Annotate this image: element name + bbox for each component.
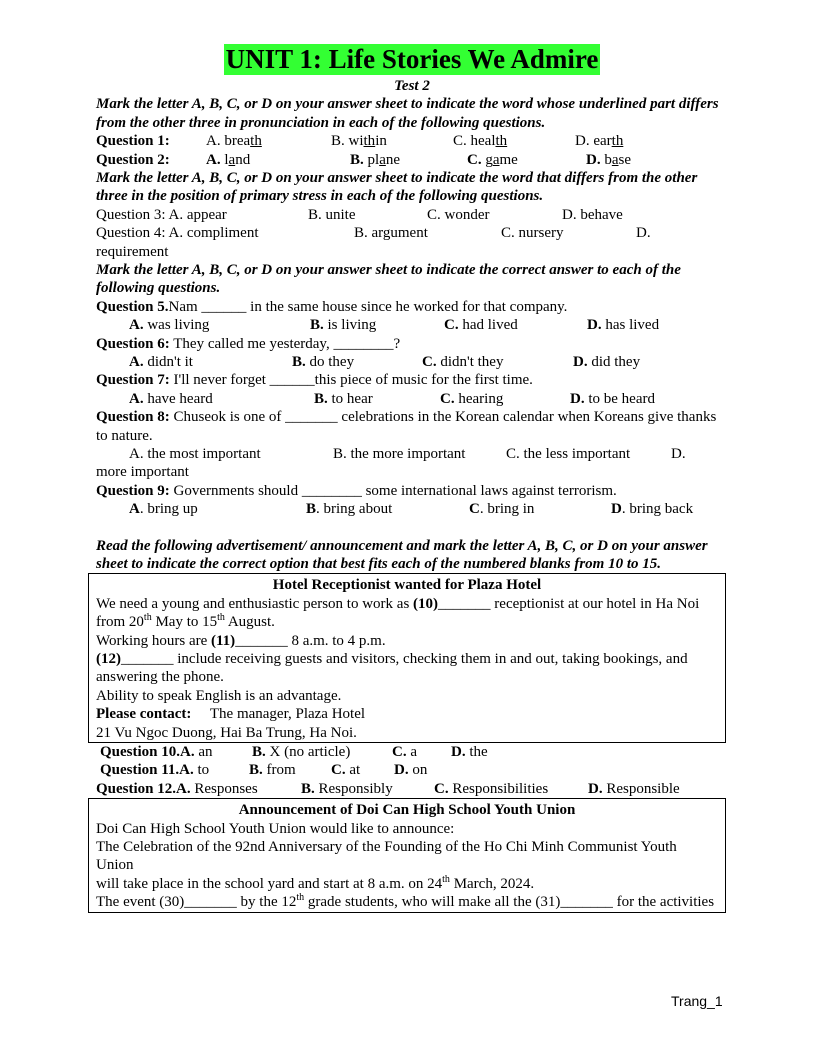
question-7: Question 7: I'll never forget ______this piece of music for the first time.: [96, 372, 533, 389]
question-3: [96, 206, 728, 224]
q5-options: [96, 316, 728, 334]
q7-option-c: C. hearing: [440, 390, 504, 407]
q12-option-d: D. Responsible: [588, 780, 680, 797]
ad-line-2: Working hours are (11)_______ 8 a.m. to 4 p.m.: [96, 632, 386, 649]
question-5: Question 5.Nam ______ in the same house since he worked for that company.: [96, 298, 568, 315]
announcement-line-1: Doi Can High School Youth Union would like to announce:: [96, 820, 455, 837]
q8-option-a: A. the most important: [129, 446, 261, 463]
question-6: Question 6: They called me yesterday, ________?: [96, 335, 401, 352]
q9-options: [96, 500, 728, 518]
q6-option-a: A. didn't it: [129, 354, 193, 371]
page-title: UNIT 1: Life Stories We Admire: [225, 44, 599, 74]
ad-line-3: (12)_______ include receiving guests and visitors, checking them in and out, taking bookings, and answering the phone.: [96, 651, 688, 686]
q11-option-b: B. from: [249, 762, 296, 779]
q9-option-b: B. bring about: [306, 501, 393, 518]
ad-line-4: Ability to speak English is an advantage.: [96, 687, 342, 704]
q10-option-d: D. the: [451, 744, 488, 761]
q5-option-c: C. had lived: [444, 317, 518, 334]
q8-option-d-text: more important: [96, 464, 189, 481]
instruction-grammar: Mark the letter A, B, C, or D on your answer sheet to indicate the correct answer to each of the following questions.: [96, 262, 681, 297]
q12-option-c: C. Responsibilities: [434, 780, 549, 797]
q5-option-b: B. is living: [310, 317, 377, 334]
q9-option-d: D. bring back: [611, 501, 694, 518]
q6-options: [96, 353, 728, 371]
q3-option-d: D. behave: [562, 206, 623, 223]
question-2: [96, 151, 728, 169]
q12-option-b: B. Responsibly: [301, 780, 393, 797]
q2-option-a: A. land: [206, 151, 251, 168]
q1-option-a: A. breath: [206, 133, 262, 150]
question-9: Question 9: Governments should ________ some international laws against terrorism.: [96, 482, 617, 499]
q2-option-d: D. base: [586, 151, 632, 168]
q6-option-d: D. did they: [573, 354, 641, 371]
q7-option-a: A. have heard: [129, 390, 213, 407]
ad-line-1: We need a young and enthusiastic person to work as (10)_______ receptionist at our hotel in Ha Noi from 20th May to 15th August.: [96, 595, 700, 631]
question-8: Question 8: Chuseok is one of _______ celebrations in the Korean calendar when Koreans give thanks to nature.: [96, 409, 717, 444]
announcement-line-3: will take place in the school yard and start at 8 a.m. on 24th March, 2024.: [96, 873, 535, 892]
question-11: [96, 761, 728, 779]
q5-option-d: D. has lived: [587, 317, 660, 334]
ad-contact: Please contact: The manager, Plaza Hotel: [96, 706, 366, 723]
q6-option-c: C. didn't they: [422, 354, 504, 371]
question-12: [96, 780, 728, 798]
question-10: [96, 743, 728, 761]
q4-option-d-text: requirement: [96, 243, 169, 260]
q4-option-d: D.: [636, 225, 651, 242]
q3-option-a: Question 3: A. appear: [96, 206, 227, 223]
announcement-line-4: The event (30)_______ by the 12th grade students, who will make all the (31)_______ for the activities: [96, 892, 715, 911]
q2-label: Question 2:: [96, 151, 170, 168]
q1-label: Question 1:: [96, 133, 170, 150]
q10-option-a: Question 10.A. an: [100, 744, 213, 761]
q3-option-b: B. unite: [308, 206, 356, 223]
announcement-box: [88, 798, 726, 912]
q8-option-c: C. the less important: [506, 446, 631, 463]
q1-option-d: D. earth: [575, 133, 624, 150]
q10-option-c: C. a: [392, 744, 418, 761]
q11-option-c: C. at: [331, 762, 361, 779]
q10-option-b: B. X (no article): [252, 744, 351, 761]
question-4: [96, 224, 728, 242]
q5-option-a: A. was living: [129, 317, 210, 334]
q9-option-a: A. bring up: [129, 501, 198, 518]
q11-option-d: D. on: [394, 762, 428, 779]
announcement-line-2: The Celebration of the 92nd Anniversary of the Founding of the Ho Chi Minh Communist Youth Union: [96, 839, 677, 874]
page-footer: Trang_1: [671, 993, 723, 1009]
q4-option-a: Question 4: A. compliment: [96, 225, 259, 242]
q1-option-b: B. within: [331, 133, 387, 150]
q11-option-a: Question 11.A. to: [100, 762, 210, 779]
q12-option-a: Question 12.A. Responses: [96, 780, 258, 797]
q4-option-c: C. nursery: [501, 225, 564, 242]
q7-option-b: B. to hear: [314, 390, 373, 407]
instruction-pronunciation: Mark the letter A, B, C, or D on your answer sheet to indicate the word whose underlined part differs from the other three in pronunciation in each of the following questions.: [96, 96, 719, 131]
q4-option-b: B. argument: [354, 225, 428, 242]
q7-option-d: D. to be heard: [570, 390, 655, 407]
q2-option-b: B. plane: [350, 151, 401, 168]
q9-option-c: C. bring in: [469, 501, 535, 518]
question-1: [96, 132, 728, 150]
q8-option-d: D.: [671, 446, 686, 463]
q8-options: [96, 445, 728, 463]
q7-options: [96, 390, 728, 408]
announcement-heading: Announcement of Doi Can High School Youth Union: [238, 802, 576, 819]
q8-option-b: B. the more important: [333, 446, 466, 463]
test-subtitle: Test 2: [394, 78, 430, 94]
q2-option-c: C. game: [467, 151, 518, 168]
q1-option-c: C. health: [453, 133, 508, 150]
worksheet: [96, 44, 728, 913]
advertisement-box: [88, 573, 726, 743]
ad-address: 21 Vu Ngoc Duong, Hai Ba Trung, Ha Noi.: [96, 724, 357, 741]
instruction-reading: Read the following advertisement/ announcement and mark the letter A, B, C, or D on your answer sheet to indicate the correct option that best fits each of the numbered blanks from 10 to 15.: [96, 537, 708, 573]
q6-option-b: B. do they: [292, 354, 355, 371]
ad-heading: Hotel Receptionist wanted for Plaza Hotel: [272, 577, 542, 594]
q3-option-c: C. wonder: [427, 206, 490, 223]
instruction-stress: Mark the letter A, B, C, or D on your answer sheet to indicate the word that differs from the other three in the position of primary stress in each of the following questions.: [96, 170, 698, 205]
